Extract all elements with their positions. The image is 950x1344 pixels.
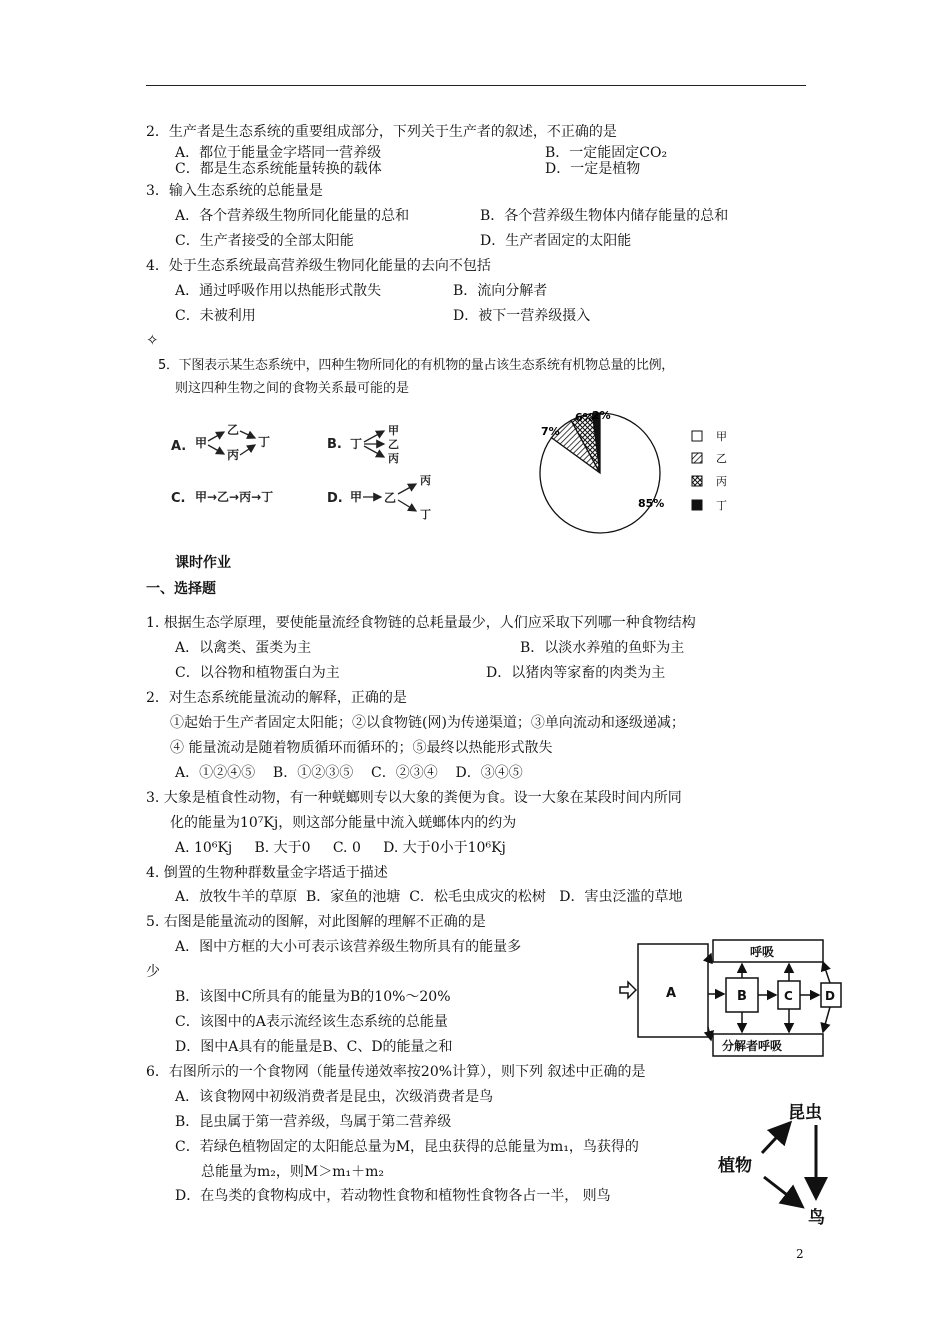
food-web-diagram [712,1095,832,1235]
q2-option-d: D．一定是植物 [545,161,641,177]
a-arrow-2 [208,445,224,454]
q2-stem: 2．生产者是生态系统的重要组成部分，下列关于生产者的叙述，不正确的是 [146,124,617,140]
q2-option-a: A．都位于能量金字塔同一营养级 [175,145,382,161]
b-arrow-1 [364,431,384,442]
q4-option-a: A．通过呼吸作用以热能形式散失 [175,283,382,299]
q2-option-c: C．都是生态系统能量转换的载体 [175,161,382,177]
q3-option-a: A．各个营养级生物所同化能量的总和 [175,208,410,224]
legend-yi: 乙 [716,452,727,465]
option-a-label: A. [171,439,187,454]
hw-q1-option-c: C．以谷物和植物蛋白为主 [175,665,340,681]
a-yi: 乙 [227,423,240,437]
q3-stem: 3．输入生态系统的总能量是 [146,183,323,199]
homework-title: 课时作业 [175,555,231,571]
b-jia: 甲 [388,424,399,437]
a-arrow-3 [240,431,255,438]
q3-option-b: B．各个营养级生物体内储存能量的总和 [480,208,729,224]
legend-swatch-yi [692,453,702,463]
a-bing: 丙 [227,448,240,462]
hw-q6-option-d: D．在鸟类的食物构成中，若动物性食物和植物性食物各占一半， 则鸟 [175,1188,611,1204]
arrow-plant-insect [762,1125,788,1153]
b-yi: 乙 [388,438,399,451]
page-number: 2 [796,1247,804,1261]
decomposer-label: 分解者呼吸 [722,1039,783,1053]
q4-option-b: B．流向分解者 [453,283,548,299]
hw-q2-line1: ①起始于生产者固定太阳能；②以食物链(网)为传递渠道；③单向流动和逐级递减； [170,715,685,731]
legend-swatch-jia [692,431,702,441]
hw-q1-option-a: A．以禽类、蛋类为主 [175,640,312,656]
label-b: B [737,989,747,1004]
hw-q2-stem: 2．对生态系统能量流动的解释，正确的是 [146,690,407,706]
respiration-label: 呼吸 [750,945,775,959]
energy-flow-diagram [618,932,850,1062]
label-7pct: 7% [541,425,560,438]
hw-q2-options: A．①②④⑤ B．①②③⑤ C．②③④ D．③④⑤ [175,765,523,781]
q3-option-c: C．生产者接受的全部太阳能 [175,233,354,249]
sparkle-mark: ✧ [146,331,159,349]
hw-q4-stem: 4. 倒置的生物种群数量金字塔适于描述 [146,865,388,881]
q2-option-b: B．一定能固定CO₂ [545,145,668,161]
d-ding: 丁 [420,508,431,521]
section-heading: 一、选择题 [146,581,216,597]
q4-option-d: D．被下一营养级摄入 [453,308,591,324]
legend-ding: 丁 [716,499,727,512]
hw-q5-stem: 5. 右图是能量流动的图解，对此图解的理解不正确的是 [146,914,486,930]
d-yi: 乙 [384,491,397,505]
label-2pct: 2% [592,409,611,422]
hw-q6-option-b: B．昆虫属于第一营养级，鸟属于第二营养级 [175,1114,452,1130]
hw-q5-option-a-cont: 少 [146,964,160,980]
food-chain-options [165,410,465,530]
label-a: A [666,986,677,1001]
hw-q5-option-d: D．图中A具有的能量是B、C、D的能量之和 [175,1039,453,1055]
hw-q5-option-c: C．该图中的A表示流经该生态系统的总能量 [175,1014,448,1030]
label-85pct: 85% [638,497,665,510]
input-arrow [620,982,636,998]
q4-option-c: C．未被利用 [175,308,256,324]
arrow-plant-bird [764,1177,800,1205]
legend-jia: 甲 [716,430,727,443]
arrow-d-resp [823,962,830,983]
d-arrow-3 [398,500,416,511]
q5-stem: 5．下图表示某生态系统中，四种生物所同化的有机物的量占该生态系统有机物总量的比例， [158,358,674,373]
label-6pct: 6% [575,411,594,424]
a-jia: 甲 [195,436,208,450]
b-ding: 丁 [350,437,363,451]
hw-q1-option-d: D．以猪肉等家畜的肉类为主 [486,665,666,681]
b-bing: 丙 [388,452,399,465]
hw-q4-options: A．放牧牛羊的草原 B．家鱼的池塘 C．松毛虫成灾的松树 D．害虫泛滥的草地 [175,889,683,905]
q5-stem-line2: 则这四种生物之间的食物关系最可能的是 [175,381,410,396]
hw-q2-line2: ④ 能量流动是随着物质循环而循环的；⑤最终以热能形式散失 [170,740,553,756]
a-arrow-1 [208,432,224,441]
hw-q6-stem: 6．右图所示的一个食物网（能量传递效率按20%计算），则下列 叙述中正确的是 [146,1064,646,1080]
d-bing: 丙 [420,474,431,487]
q4-stem: 4．处于生态系统最高营养级生物同化能量的去向不包括 [146,258,491,274]
option-b-label: B. [327,437,342,452]
d-jia: 甲 [350,490,363,504]
b-arrow-3 [364,446,384,457]
plant-label: 植物 [718,1156,752,1176]
pie-chart [530,400,760,540]
hw-q3-options: A. 10⁶Kj B. 大于0 C. 0 D. 大于0小于10⁶Kj [175,840,506,856]
d-arrow-2 [398,484,416,494]
hw-q1-stem: 1. 根据生态学原理，要使能量流经食物链的总耗量最少，人们应采取下列哪一种食物结构 [146,615,696,631]
option-d-label: D. [327,491,343,506]
insect-label: 昆虫 [788,1103,822,1123]
legend-swatch-bing [692,476,702,486]
hw-q1-option-b: B．以淡水养殖的鱼虾为主 [520,640,685,656]
label-c: C [784,989,793,1003]
hw-q3-line2: 化的能量为10⁷Kj，则这部分能量中流入蜣螂体内的约为 [170,815,517,831]
hw-q3-stem: 3. 大象是植食性动物，有一种蜣螂则专以大象的粪便为食。设一大象在某段时间内所同 [146,790,682,806]
option-c-label: C. [171,491,186,506]
hw-q6-option-c: C．若绿色植物固定的太阳能总量为M，昆虫获得的总能量为m₁，鸟获得的 [175,1139,639,1155]
hw-q6-option-c-cont: 总能量为m₂，则M＞m₁＋m₂ [201,1164,384,1180]
hw-q5-option-a: A．图中方框的大小可表示该营养级生物所具有的能量多 [175,939,522,955]
c-chain: 甲→乙→丙→丁 [195,490,274,504]
hw-q6-option-a: A．该食物网中初级消费者是昆虫，次级消费者是鸟 [175,1089,494,1105]
q3-option-d: D．生产者固定的太阳能 [480,233,632,249]
header-rule [146,85,806,86]
legend-swatch-ding [692,500,702,510]
label-d: D [825,989,835,1003]
a-ding: 丁 [258,435,271,449]
arrow-d-decomp [823,1007,830,1032]
hw-q5-option-b: B．该图中C所具有的能量为B的10%～20% [175,989,451,1005]
bird-label: 鸟 [808,1208,825,1228]
a-arrow-4 [240,445,255,455]
legend-bing: 丙 [716,475,727,488]
